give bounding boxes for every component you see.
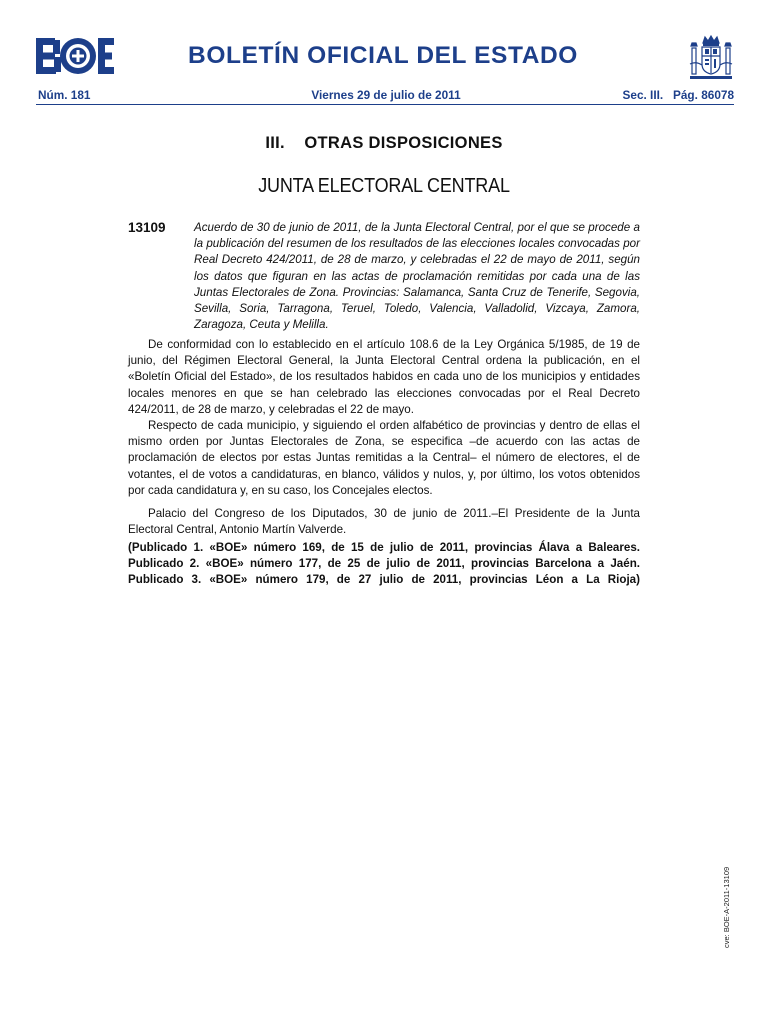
signature-paragraph: Palacio del Congreso de los Diputados, 30 de junio de 2011.–El Presidente de la Junta Electoral Central, Antonio Martín Valverde.: [128, 507, 640, 537]
masthead-title: BOLETÍN OFICIAL DEL ESTADO: [188, 42, 578, 69]
issue-number: Núm. 181: [38, 88, 91, 102]
publication-item: Publicado 3. «BOE» número 179, de 27 julio de 2011, provincias Léon a La Rioja): [128, 573, 640, 587]
disposition-summary: Acuerdo de 30 de junio de 2011, de la Junta Electoral Central, por el que se procede a la publicación del resumen de los resultados de las elecciones locales convocadas por Real Decreto 424/2011, de 28 de marzo, y celebradas el 22 de mayo de 2011, según los datos que figuran en las actas de proclamación remitidas por cada una de las Juntas Electorales de Zona. Provincias: Salamanca, Santa Cruz de Tenerife, Segovia, Sevilla, Soria, Tarragona, Teruel, Toledo, Valencia, Valladolid, Vizcaya, Zamora, Zaragoza, Ceuta y Melilla.: [194, 221, 640, 332]
spain-coat-of-arms-icon: [688, 34, 734, 82]
issue-bar: [38, 88, 734, 104]
section-title: III. OTRAS DISPOSICIONES: [265, 134, 503, 152]
publication-list: [128, 540, 640, 589]
body-paragraph: Respecto de cada municipio, y siguiendo el orden alfabético de provincias y dentro de ellas el mismo orden por Juntas Electorales de Zona, se especifica –de acuerdo con las actas de proclamación de electos por estas Juntas remitidas a la Central– el número de electores, el de votantes, el de votos a candidaturas, en blanco, válidos y nulos, y, por último, los votos obtenidos por cada candidatura y, en su caso, los Concejales electos.: [128, 419, 640, 497]
header-rule: [36, 104, 734, 105]
issue-date: Viernes 29 de julio de 2011: [311, 88, 461, 102]
section-page: Sec. III. Pág. 86078: [622, 88, 734, 102]
disposition-body: [128, 337, 640, 538]
boe-logo: [36, 38, 114, 74]
body-paragraph: De conformidad con lo establecido en el artículo 108.6 de la Ley Orgánica 5/1985, de 19 de junio, del Régimen Electoral General, la Junta Electoral Central ordena la publicación, en el «Boletín Oficial del Estado», de los resultados habidos en cada uno de los municipios y entidades locales menores en que se han celebrado las elecciones convocadas por el Real Decreto 424/2011, de 28 de marzo, y celebradas el 22 de mayo.: [128, 338, 640, 416]
publication-item: Publicado 2. «BOE» número 177, de 25 de julio de 2011, provincias Barcelona a Jaén.: [128, 557, 640, 571]
cve-identifier: cve: BOE-A-2011-13109: [722, 866, 731, 948]
issuing-body-title: JUNTA ELECTORAL CENTRAL: [258, 175, 510, 197]
disposition-number: 13109: [128, 220, 166, 235]
publication-item: (Publicado 1. «BOE» número 169, de 15 de julio de 2011, provincias Álava a Baleares.: [128, 541, 640, 554]
